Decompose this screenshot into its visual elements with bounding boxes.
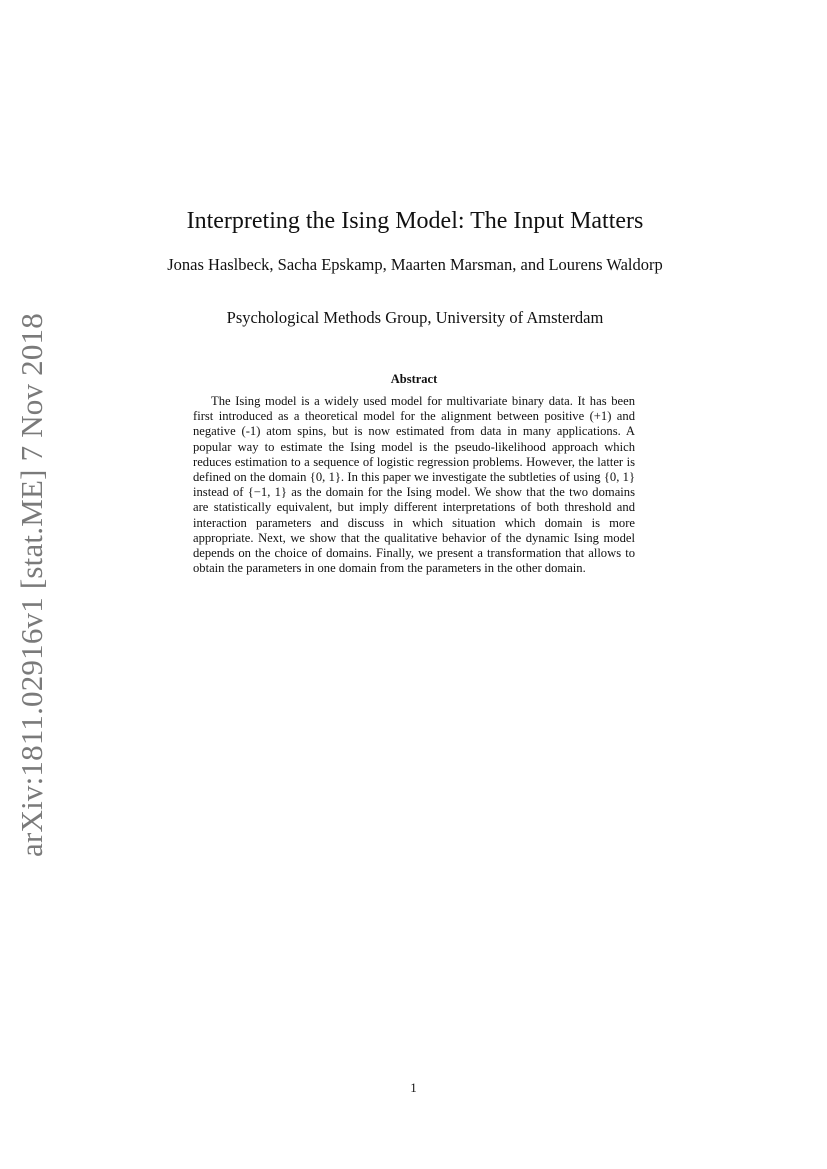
- page-number: 1: [410, 1080, 417, 1095]
- abstract-heading: Abstract: [390, 372, 438, 386]
- abstract-body: The Ising model is a widely used model for multivariate binary data. It has been first introduced as a theoretical model for the alignment between positive (+1) and negative (-1) atom spins, but is now estimated from data in many applications. A popular way to estimate the Ising model is the pseudo-likelihood approach which reduces estimation to a sequence of logistic regression problems. However, the latter is defined on the domain {0, 1}. In this paper we investigate the subtleties of using {0, 1} instead of {−1, 1} as the domain for the Ising model. We show that the two domains are statistically equivalent, but imply different interpretations of both threshold and interaction parameters and discuss in which situation which domain is more appropriate. Next, we show that the qualitative behavior of the dynamic Ising model depends on the choice of domains. Finally, we present a transformation that allows to obtain the parameters in one domain from the parameters in the other domain.: [193, 394, 635, 576]
- author-list: Jonas Haslbeck, Sacha Epskamp, Maarten Marsman, and Lourens Waldorp: [167, 255, 663, 274]
- arxiv-stamp: [12, 190, 52, 980]
- affiliation: Psychological Methods Group, University of Amsterdam: [226, 308, 604, 327]
- arxiv-id: arXiv:1811.02916v1 [stat.ME] 7 Nov 2018: [14, 313, 49, 857]
- paper-title: Interpreting the Ising Model: The Input Matters: [186, 208, 644, 234]
